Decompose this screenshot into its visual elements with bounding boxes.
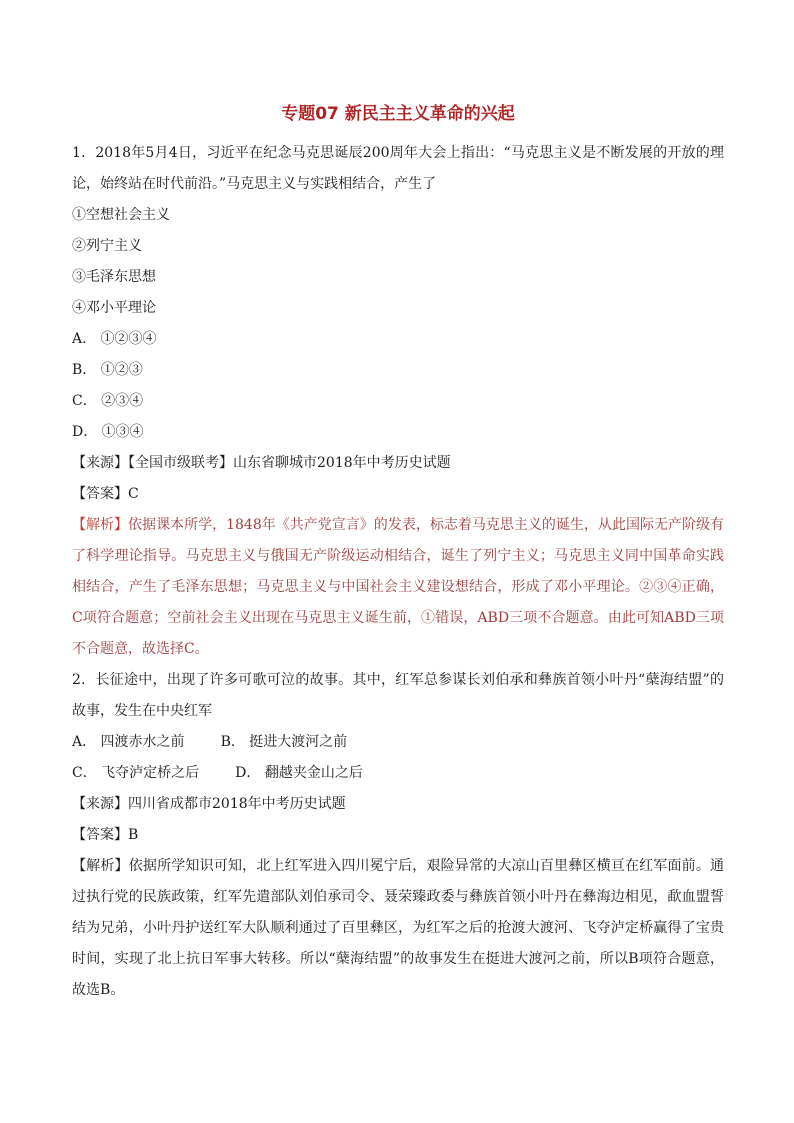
- answer-option: B． 挺进大渡河之前: [220, 734, 348, 750]
- answer-option: D． 翻越夹金山之后: [235, 765, 363, 781]
- analysis-text: 依据课本所学，1848年《共产党宣言》的发表，标志着马克思主义的诞生，从此国际无产阶级有了科学理论指导。马克思主义与俄国无产阶级运动相结合，诞生了列宁主义；马克思主义同中国革命实践相结合，产生了毛泽东思想；马克思主义与中国社会主义建设想结合，形成了邓小平理论。②③④正确，C项符合题意；空前社会主义出现在马克思主义诞生前，①错误，ABD三项不合题意。由此可知ABD三项不合题意，故选择C。: [72, 517, 725, 657]
- page-title: 专题07 新民主主义革命的兴起: [281, 104, 515, 124]
- statement-item: ①空想社会主义: [72, 207, 170, 223]
- statement-item: ③毛泽东思想: [72, 269, 156, 285]
- answer-option: D． ①③④: [72, 424, 144, 440]
- analysis-label: 【解析】: [72, 858, 129, 874]
- answer-option: A． ①②③④: [72, 331, 157, 347]
- question-analysis: [72, 510, 724, 665]
- answer-option: C． 飞夺泸定桥之后: [72, 765, 200, 781]
- answer-option: A． 四渡赤水之前: [72, 734, 185, 750]
- question-analysis: [72, 851, 724, 1006]
- question-answer: 【答案】C: [72, 486, 139, 502]
- statement-item: ②列宁主义: [72, 238, 142, 254]
- question-stem: 2．长征途中，出现了许多可歌可泣的故事。其中，红军总参谋长刘伯承和彝族首领小叶丹“蘖海结盟”的故事，发生在中央红军: [72, 672, 724, 719]
- answer-option: C． ②③④: [72, 393, 144, 409]
- question-answer: 【答案】B: [72, 827, 139, 843]
- question-1: [72, 138, 724, 665]
- question-source: 【来源】四川省成都市2018年中考历史试题: [72, 796, 346, 812]
- answer-options-row: [72, 758, 724, 789]
- answer-options-row: [72, 727, 724, 758]
- document-page: [72, 100, 724, 1006]
- statement-item: ④邓小平理论: [72, 300, 156, 316]
- question-stem: 1．2018年5月4日，习近平在纪念马克思诞辰200周年大会上指出：“马克思主义是不断发展的开放的理论，始终站在时代前沿。”马克思主义与实践相结合，产生了: [72, 145, 724, 192]
- question-source: 【来源】【全国市级联考】山东省聊城市2018年中考历史试题: [72, 455, 451, 471]
- analysis-text: 依据所学知识可知，北上红军进入四川冕宁后，艰险异常的大凉山百里彝区横亘在红军面前。通过执行党的民族政策，红军先遣部队刘伯承司令、聂荣臻政委与彝族首领小叶丹在彝海边相见，歃血盟誓结为兄弟，小叶丹护送红军大队顺利通过了百里彝区，为红军之后的抢渡大渡河、飞夺泸定桥赢得了宝贵时间，实现了北上抗日军事大转移。所以“蘖海结盟”的故事发生在挺进大渡河之前，所以B项符合题意，故选B。: [72, 858, 725, 998]
- analysis-label: 【解析】: [72, 517, 129, 533]
- answer-option: B． ①②③: [72, 362, 143, 378]
- question-2: [72, 665, 724, 1006]
